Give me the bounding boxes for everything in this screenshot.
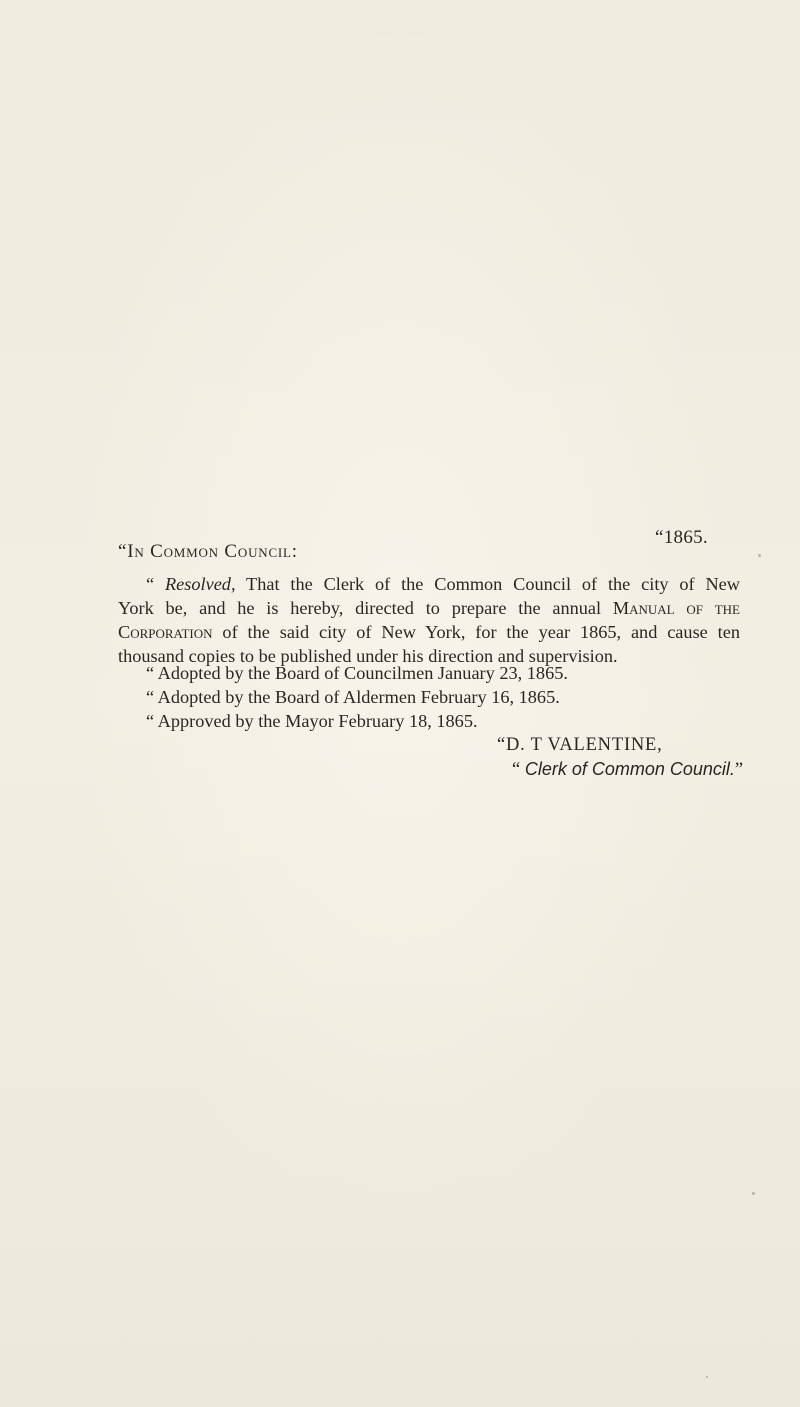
- resolution-line-3: [118, 620, 740, 644]
- manual-title-part: Manual of the: [612, 598, 740, 618]
- signature-title-text: Clerk of Common Council.: [524, 759, 735, 779]
- resolution-line-3-text: of the said city of New York, for the year 1865, and cause ten: [222, 622, 740, 642]
- signature-title: [512, 759, 743, 781]
- paper-speck: [758, 554, 761, 557]
- signature-title-open-quote: “: [512, 760, 521, 780]
- signature-title-close-quote: ”: [734, 760, 744, 780]
- signature-name: “D. T VALENTINE,: [497, 735, 663, 755]
- document-date: “1865.: [655, 527, 708, 548]
- document-heading: [118, 541, 298, 563]
- resolution-paragraph: [118, 572, 740, 668]
- paper-speck: [706, 1376, 708, 1378]
- open-quote: “: [146, 574, 155, 594]
- resolution-line-2-text: York be, and he is hereby, directed to prepare the annual: [118, 598, 602, 618]
- paper-speck: [752, 1192, 755, 1195]
- resolution-line-1-text: That the Clerk of the Common Council of the city of New: [246, 574, 740, 594]
- heading-text: “In Common Council:: [118, 541, 298, 562]
- resolved-word: Resolved,: [164, 574, 236, 594]
- adoption-aldermen: “ Adopted by the Board of Aldermen February 16, 1865.: [146, 687, 560, 707]
- adoption-councilmen: “ Adopted by the Board of Councilmen January 23, 1865.: [146, 663, 568, 683]
- resolution-line-2: [118, 596, 740, 620]
- resolution-line-1: [118, 572, 740, 596]
- corporation-word: Corporation: [118, 622, 213, 642]
- resolution-line-4: thousand copies to be published under his direction and supervision.: [118, 646, 618, 666]
- approval-mayor: “ Approved by the Mayor February 18, 1865.: [146, 711, 478, 731]
